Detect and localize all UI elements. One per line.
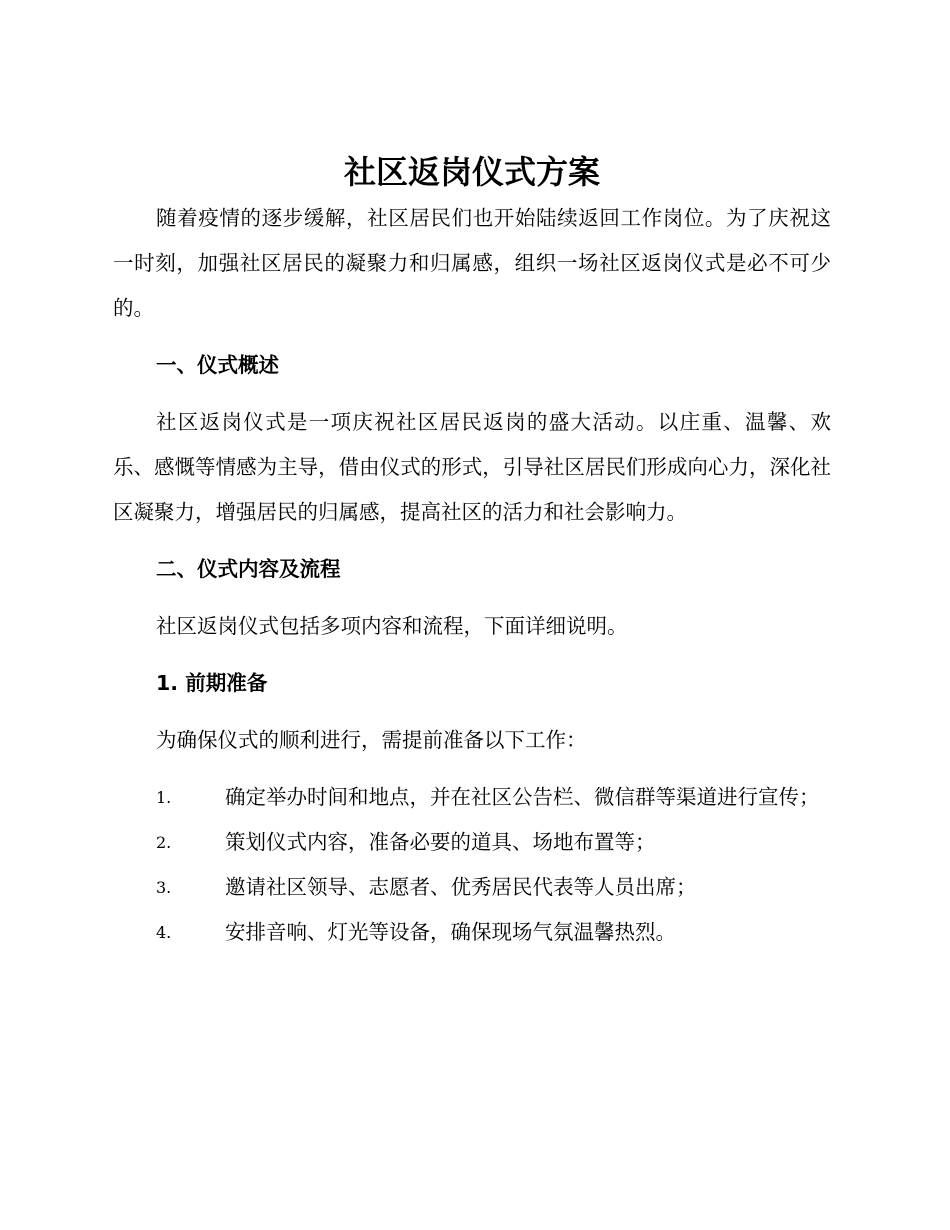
list-item: [113, 910, 831, 955]
section-2-heading: 二、仪式内容及流程: [156, 557, 341, 581]
intro-paragraph: 随着疫情的逐步缓解，社区居民们也开始陆续返回工作岗位。为了庆祝这一时刻，加强社区居民的凝聚力和归属感，组织一场社区返岗仪式是必不可少的。: [113, 206, 831, 320]
page-title: 社区返岗仪式方案: [343, 153, 600, 191]
section-1-heading: 一、仪式概述: [156, 353, 279, 377]
list-item-number: 2.: [156, 833, 172, 852]
list-item-number: 4.: [156, 923, 172, 942]
list-item: [113, 775, 831, 820]
list-item: [113, 865, 831, 910]
list-item-number: 1.: [156, 788, 172, 807]
document-page: [113, 148, 831, 955]
list-item-number: 3.: [156, 878, 172, 897]
list-item: [113, 820, 831, 865]
list-item-text: 策划仪式内容，准备必要的道具、场地布置等；: [225, 830, 656, 854]
list-item-text: 安排音响、灯光等设备，确保现场气氛温馨热烈。: [225, 920, 676, 944]
section-1-paragraph: 社区返岗仪式是一项庆祝社区居民返岗的盛大活动。以庄重、温馨、欢乐、感慨等情感为主导，借由仪式的形式，引导社区居民们形成向心力，深化社区凝聚力，增强居民的归属感，提高社区的活力和社会影响力。: [113, 410, 831, 524]
list-item-text: 邀请社区领导、志愿者、优秀居民代表等人员出席；: [225, 875, 697, 899]
preparation-list: [113, 775, 831, 955]
subsection-1-paragraph: 为确保仪式的顺利进行，需提前准备以下工作：: [156, 728, 587, 752]
list-item-text: 确定举办时间和地点，并在社区公告栏、微信群等渠道进行宣传；: [225, 785, 820, 809]
subsection-1-heading: 1. 前期准备: [156, 671, 268, 695]
section-2-paragraph: 社区返岗仪式包括多项内容和流程，下面详细说明。: [156, 614, 628, 638]
